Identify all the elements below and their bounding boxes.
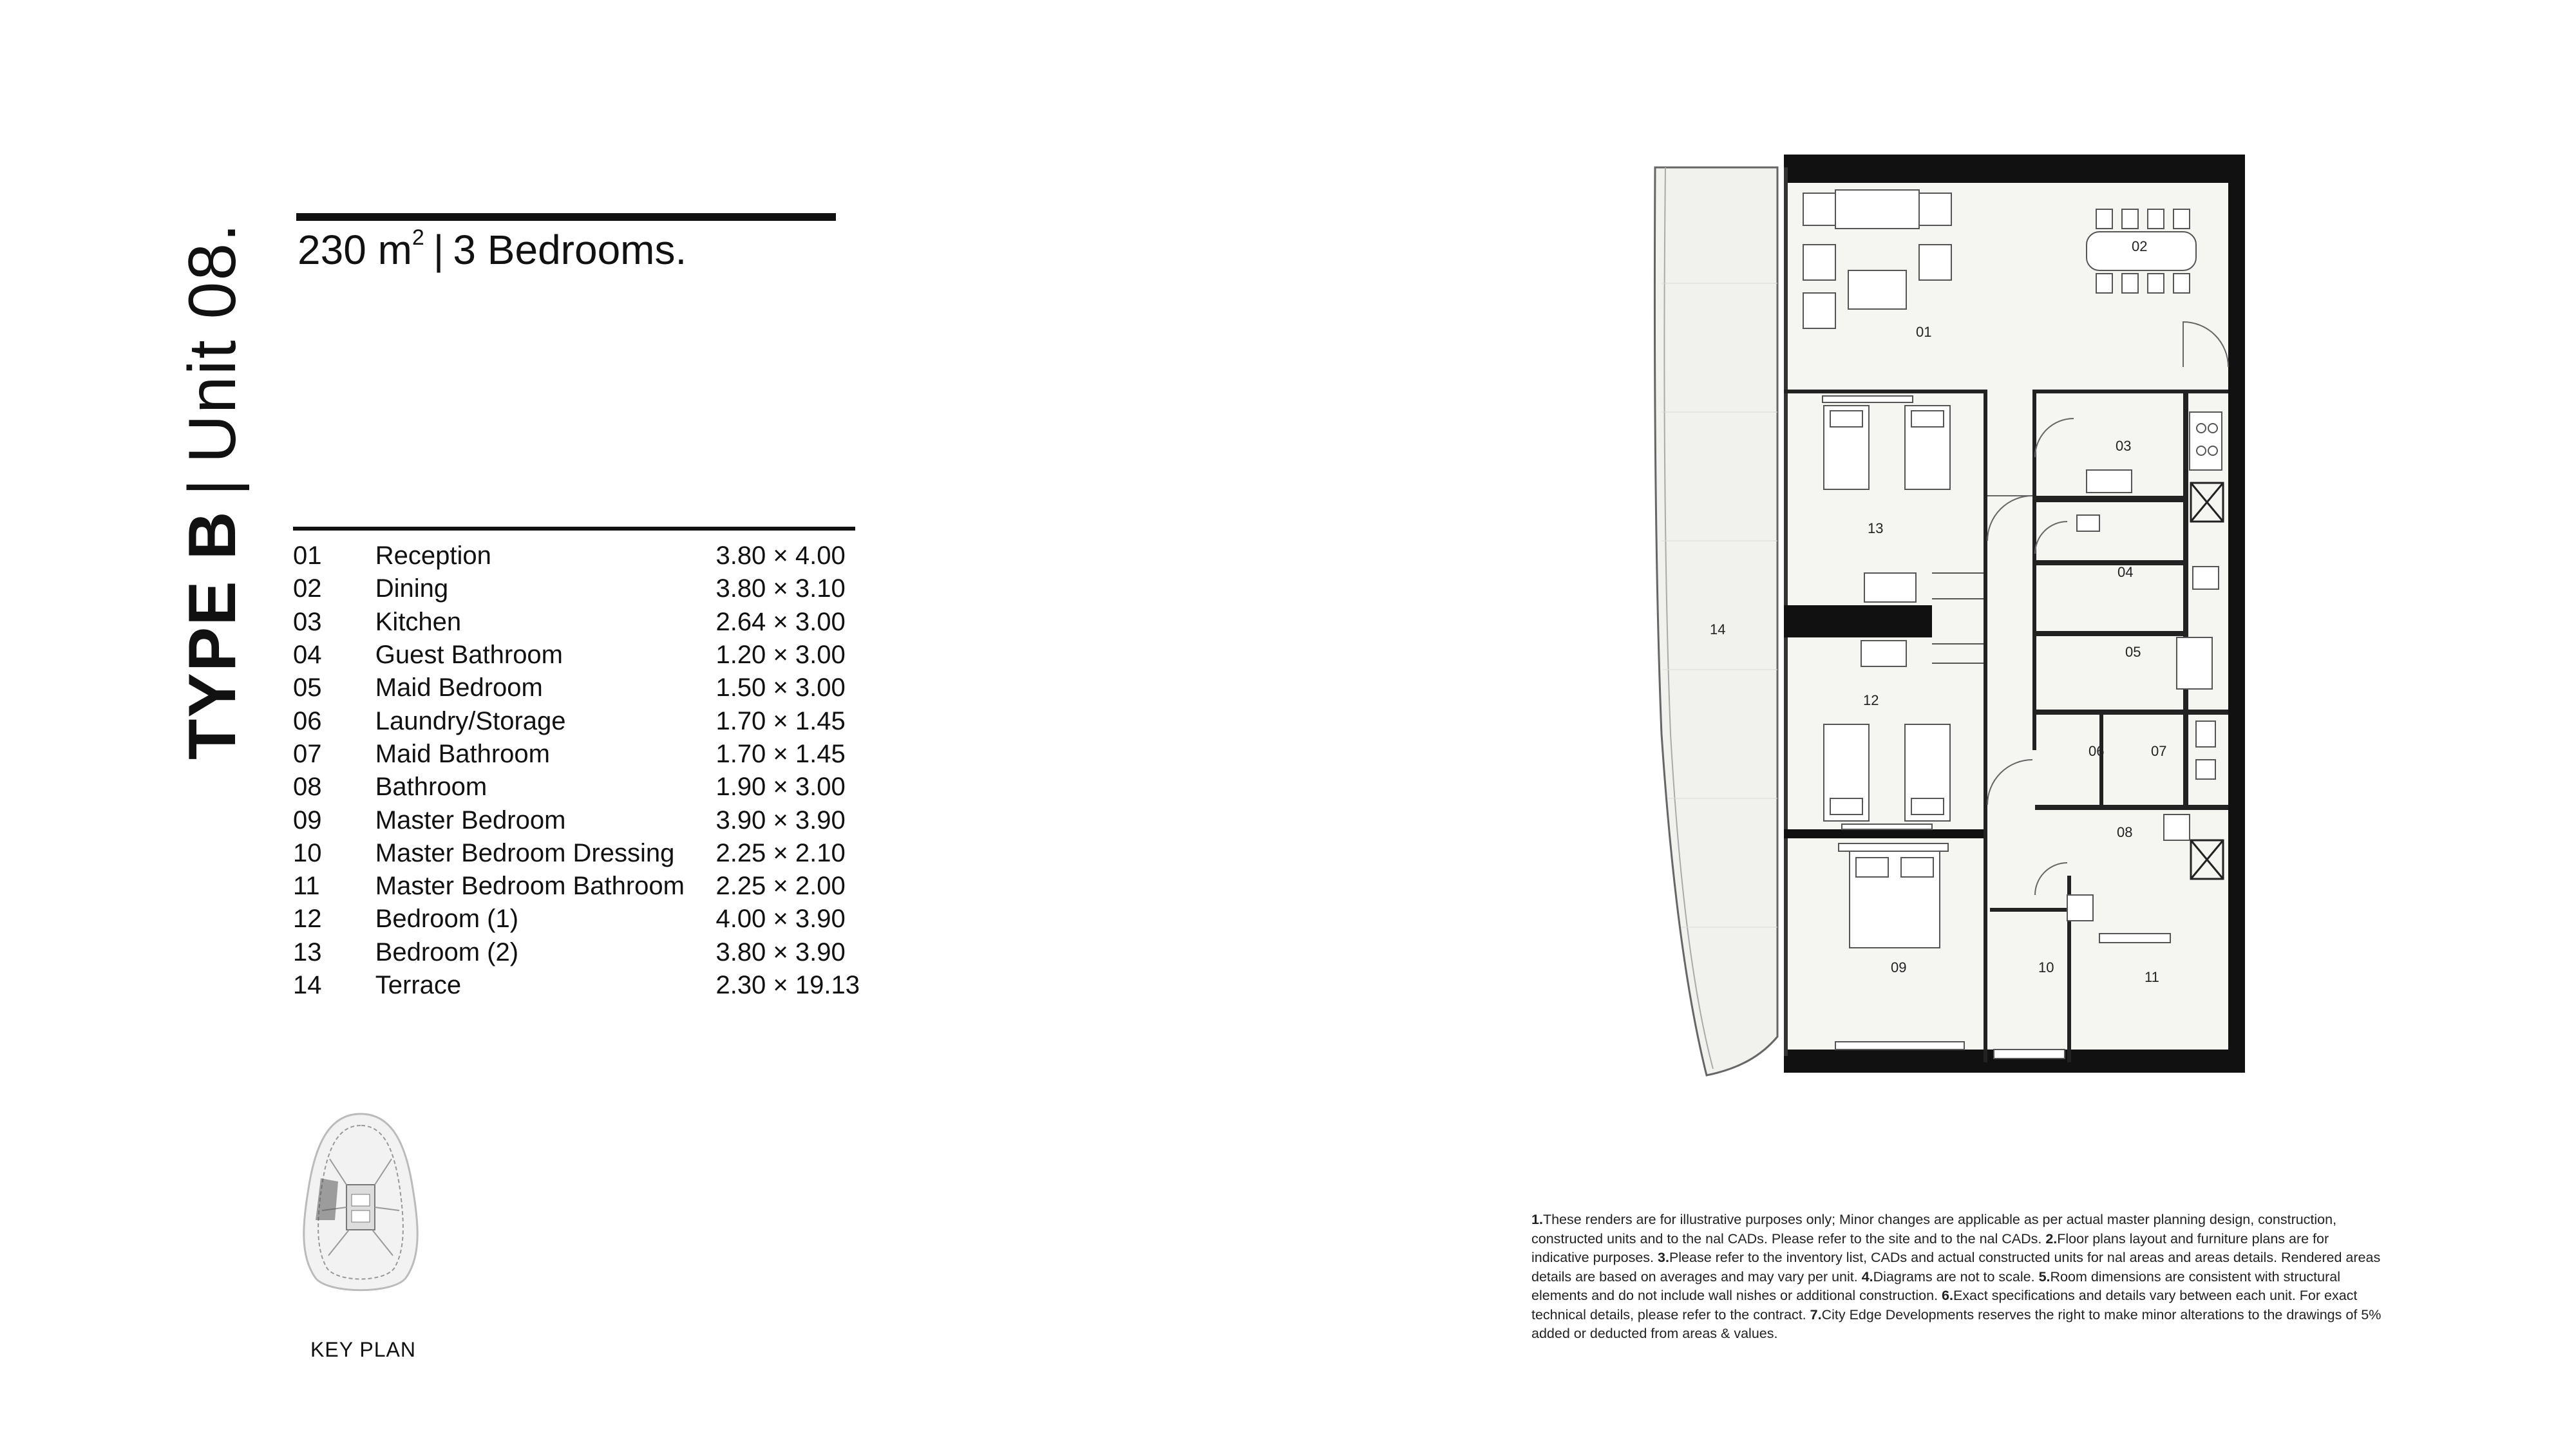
plan-label-10: 10 bbox=[2038, 959, 2054, 975]
plan-label-04: 04 bbox=[2117, 564, 2134, 580]
room-name: Master Bedroom Dressing bbox=[375, 838, 675, 867]
room-number: 09 bbox=[293, 805, 322, 834]
room-number: 08 bbox=[293, 773, 322, 802]
room-number: 05 bbox=[293, 673, 322, 702]
table-rule bbox=[293, 527, 855, 531]
room-number: 07 bbox=[293, 739, 322, 768]
room-name: Dining bbox=[375, 574, 449, 603]
room-name: Maid Bedroom bbox=[375, 673, 543, 702]
room-row bbox=[293, 738, 860, 771]
room-row bbox=[293, 903, 860, 936]
room-number: 11 bbox=[293, 872, 320, 901]
room-row bbox=[293, 606, 860, 639]
plan-label-06: 06 bbox=[2088, 743, 2105, 759]
summary-separator: | bbox=[433, 227, 444, 273]
room-number: 03 bbox=[293, 607, 322, 636]
plan-label-07: 07 bbox=[2151, 743, 2167, 759]
room-dimensions: 1.70 × 1.45 bbox=[715, 706, 846, 735]
plan-label-05: 05 bbox=[2125, 644, 2141, 660]
room-dimensions: 4.00 × 3.90 bbox=[715, 905, 846, 934]
room-dimensions: 3.90 × 3.90 bbox=[715, 805, 846, 834]
vertical-title bbox=[174, 0, 251, 760]
wall-top bbox=[1784, 155, 2241, 183]
room-name: Master Bedroom Bathroom bbox=[375, 872, 685, 901]
room-name: Bedroom (2) bbox=[375, 937, 519, 966]
room-number: 12 bbox=[293, 905, 322, 934]
title-separator: | bbox=[175, 477, 250, 496]
type-label: TYPE B bbox=[175, 510, 250, 760]
room-row bbox=[293, 969, 860, 1002]
room-number: 13 bbox=[293, 937, 322, 966]
room-name: Kitchen bbox=[375, 607, 462, 636]
room-number: 14 bbox=[293, 971, 322, 999]
room-row bbox=[293, 540, 860, 572]
plan-label-11: 11 bbox=[2145, 969, 2159, 985]
room-dimensions: 2.25 × 2.10 bbox=[715, 838, 846, 867]
room-dimensions: 2.64 × 3.00 bbox=[715, 607, 846, 636]
room-row bbox=[293, 639, 860, 672]
room-dimensions: 1.20 × 3.00 bbox=[715, 641, 846, 670]
wall-right bbox=[2228, 155, 2245, 1073]
unit-summary bbox=[298, 225, 687, 274]
floor-plan bbox=[1649, 155, 2254, 1120]
plan-label-03: 03 bbox=[2116, 438, 2132, 454]
key-plan-label: KEY PLAN bbox=[310, 1338, 416, 1361]
room-row bbox=[293, 936, 860, 969]
room-name: Bathroom bbox=[375, 773, 488, 802]
unit-label: Unit 08. bbox=[175, 221, 250, 464]
room-dimensions: 1.90 × 3.00 bbox=[715, 773, 846, 802]
plan-label-13: 13 bbox=[1868, 520, 1884, 536]
title-rule bbox=[296, 213, 836, 221]
area-value: 230 m bbox=[298, 227, 412, 273]
room-dimensions: 1.70 × 1.45 bbox=[715, 739, 846, 768]
room-dimensions: 3.80 × 4.00 bbox=[715, 541, 846, 570]
plan-label-01: 01 bbox=[1916, 324, 1932, 340]
plan-label-12: 12 bbox=[1863, 692, 1879, 708]
room-dimensions: 1.50 × 3.00 bbox=[715, 673, 846, 702]
room-row bbox=[293, 572, 860, 605]
plan-label-14: 14 bbox=[1710, 621, 1726, 637]
room-dimensions: 3.80 × 3.10 bbox=[715, 574, 846, 603]
wall-bedroom-divider bbox=[1784, 605, 1932, 637]
room-name: Maid Bathroom bbox=[375, 739, 550, 768]
room-name: Guest Bathroom bbox=[375, 641, 563, 670]
room-number: 02 bbox=[293, 574, 322, 603]
room-row bbox=[293, 804, 860, 836]
room-name: Bedroom (1) bbox=[375, 905, 519, 934]
room-name: Laundry/Storage bbox=[375, 706, 566, 735]
room-number: 06 bbox=[293, 706, 322, 735]
key-plan-diagram bbox=[290, 1107, 431, 1301]
room-name: Master Bedroom bbox=[375, 805, 566, 834]
room-name: Reception bbox=[375, 541, 491, 570]
room-row bbox=[293, 672, 860, 704]
room-name: Terrace bbox=[375, 971, 462, 999]
room-number: 10 bbox=[293, 838, 322, 867]
room-number: 04 bbox=[293, 641, 322, 670]
room-dimensions: 3.80 × 3.90 bbox=[715, 937, 846, 966]
plan-label-08: 08 bbox=[2117, 824, 2133, 840]
plan-label-09: 09 bbox=[1891, 959, 1907, 975]
room-row bbox=[293, 771, 860, 804]
room-row bbox=[293, 837, 860, 870]
room-dimensions: 2.25 × 2.00 bbox=[715, 872, 846, 901]
room-row bbox=[293, 870, 860, 903]
plan-label-02: 02 bbox=[2132, 238, 2148, 254]
room-number: 01 bbox=[293, 541, 322, 570]
bedrooms-label: 3 Bedrooms. bbox=[453, 227, 687, 273]
area-superscript: 2 bbox=[412, 225, 424, 250]
room-schedule-table bbox=[293, 540, 860, 1002]
disclaimer-notes: 1.These renders are for illustrative purposes only; Minor changes are applicable as per actual master planning design, construction, constructed units and to the nal CADs. Please refer to the site and to the nal CADs. 2.Floor plans layout and furniture plans are for indicative purposes. 3.Please refer to the inventory list, CADs and actual constructed units for nal areas and areas details. Rendered areas details are based on averages and may vary per unit. 4.Diagrams are not to scale. 5.Room dimensions are consistent with structural elements and do not include wall nishes or additional construction. 6.Exact specifications and details vary between each unit. For exact technical details, please refer to the contract. 7.City Edge Developments reserves the right to make minor alterations to the drawings of 5% added or deducted from areas & values. bbox=[1531, 1212, 2382, 1341]
room-dimensions: 2.30 × 19.13 bbox=[715, 971, 860, 999]
room-row bbox=[293, 704, 860, 737]
